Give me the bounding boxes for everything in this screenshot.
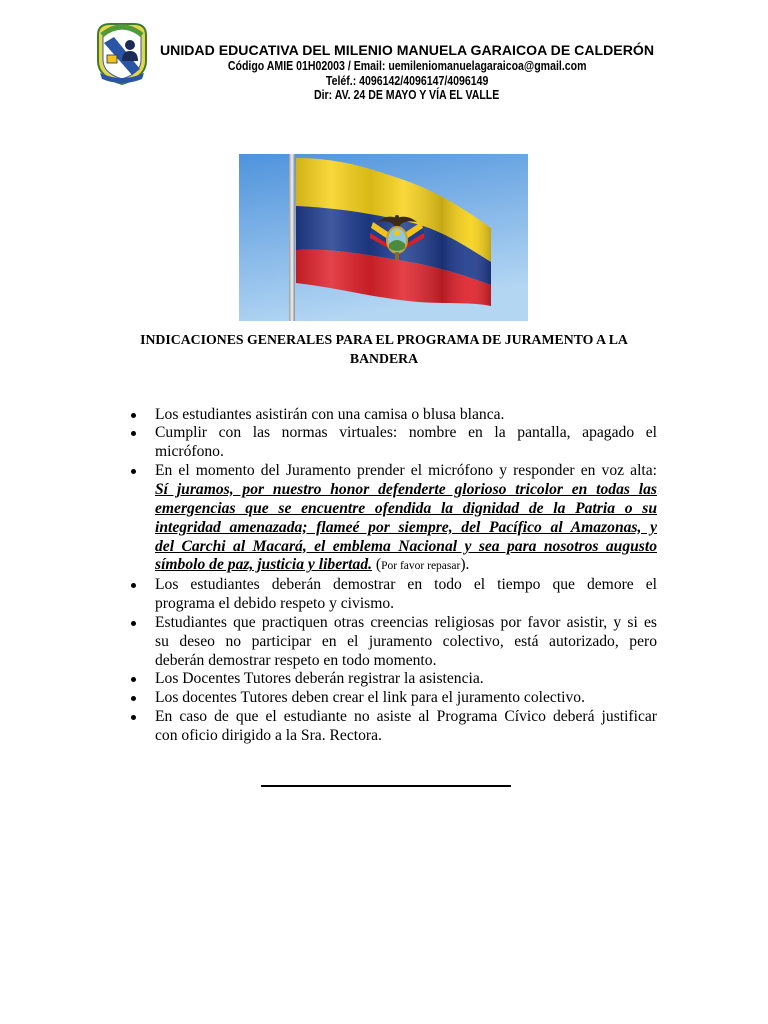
oath-intro: En el momento del Juramento prender el micrófono y responder en voz alta: [155, 462, 657, 480]
bullet-icon [131, 677, 136, 682]
list-item-line: En caso de que el estudiante no asiste al Programa Cívico deberá justificar [155, 708, 657, 726]
school-code-email-text: Código AMIE 01H02003 / Email: uemileniomanuelagaraicoa@gmail.com [227, 59, 587, 73]
document-title: INDICACIONES GENERALES PARA EL PROGRAMA DE JURAMENTO A LA BANDERA [140, 332, 628, 366]
list-item-line: programa el debido respeto y civismo. [155, 595, 395, 613]
school-address-text: Dir: AV. 24 DE MAYO Y VÍA EL VALLE [314, 88, 500, 102]
list-item [155, 406, 657, 425]
oath-line: símbolo de paz, justicia y libertad. [155, 556, 373, 574]
oath-line: integridad amenazada; flameé por siempre, del Pacífico al Amazonas, y [155, 518, 657, 536]
school-phone-text: Teléf.: 4096142/4096147/4096149 [325, 73, 489, 88]
signature-line [261, 785, 511, 787]
list-item [155, 670, 657, 689]
note-close: ). [460, 556, 470, 574]
school-address [107, 88, 707, 103]
review-note: Por favor repasar [381, 560, 461, 573]
oath-line: del Carchi al Macará, el emblema Nacional y sea para nosotros augusto [155, 537, 657, 555]
instructions-list [155, 406, 657, 746]
list-item [155, 708, 657, 746]
bullet-icon [131, 431, 136, 436]
bullet-icon [131, 583, 136, 588]
bullet-icon [131, 696, 136, 701]
list-item-line: Estudiantes que practiquen otras creencias religiosas por favor asistir, y si es [155, 613, 657, 631]
list-item [155, 576, 657, 614]
note-open: ( [375, 556, 382, 574]
list-item [155, 614, 657, 671]
list-item-line: micrófono. [155, 443, 224, 461]
bullet-icon [131, 715, 136, 720]
list-item [155, 424, 657, 462]
school-code-email [107, 59, 707, 74]
bullet-icon [131, 621, 136, 626]
school-name: UNIDAD EDUCATIVA DEL MILENIO MANUELA GARAICOA DE CALDERÓN [159, 42, 655, 58]
list-item [155, 689, 657, 708]
school-phone [107, 74, 707, 89]
ecuador-flag-image [239, 154, 528, 321]
oath-line: Sí juramos, por nuestro honor defenderte glorioso tricolor en todas las [155, 480, 657, 498]
list-item-line: deberán demostrar respeto en todo momento. [155, 651, 437, 669]
list-item-line: Cumplir con las normas virtuales: nombre en la pantalla, apagado el [155, 424, 657, 442]
oath-line: emergencias que se encuentre ofendida la dignidad de la Patria o su [155, 499, 657, 517]
list-item-line: Los Docentes Tutores deberán registrar la asistencia. [155, 670, 484, 688]
list-item-line: Los estudiantes deberán demostrar en todo el tiempo que demore el [155, 576, 657, 594]
list-item-line: su deseo no participar en el juramento colectivo, está autorizado, pero [155, 632, 657, 650]
oath-last-line [155, 556, 657, 576]
bullet-icon [131, 413, 136, 418]
list-item-line: con oficio dirigido a la Sra. Rectora. [155, 726, 382, 744]
bullet-icon [131, 469, 136, 474]
list-item-oath [155, 462, 657, 576]
list-item-line: Los estudiantes asistirán con una camisa o blusa blanca. [155, 405, 505, 423]
list-item-line: Los docentes Tutores deben crear el link para el juramento colectivo. [155, 689, 585, 707]
